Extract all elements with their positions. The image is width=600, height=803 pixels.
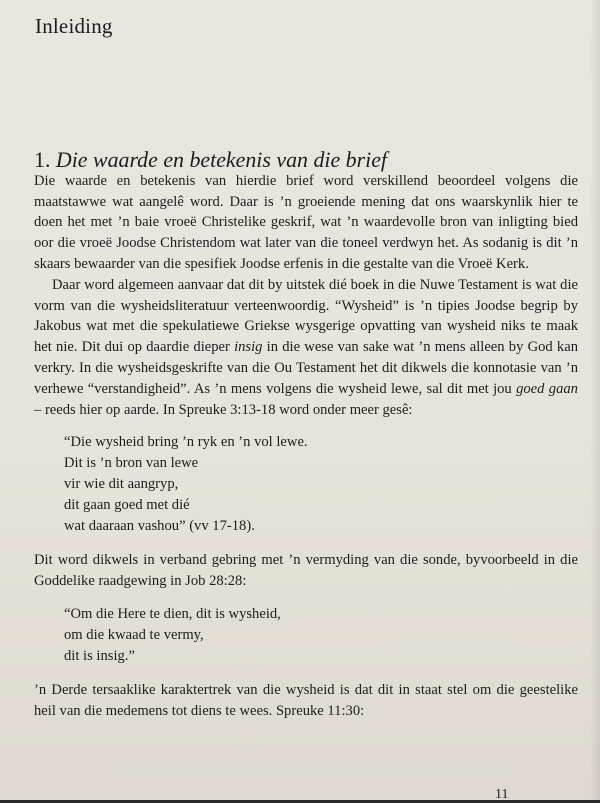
quote-spreuke-3 <box>64 432 578 536</box>
page-number: 11 <box>495 787 509 802</box>
paragraph-2-emphasis-goed-gaan: goed gaan <box>516 380 578 397</box>
quote-line: dit gaan goed met dié <box>64 496 190 513</box>
section-title-text: Die waarde en betekenis van die brief <box>55 147 388 172</box>
section-number: 1. <box>34 147 51 172</box>
quote-line: dit is insig.” <box>64 647 135 664</box>
section-title <box>34 147 578 172</box>
chapter-heading: Inleiding <box>35 14 113 38</box>
paragraph-2 <box>34 275 578 421</box>
paragraph-2-emphasis-insig: insig <box>234 339 263 356</box>
quote-line: Dit is ’n bron van lewe <box>64 455 199 472</box>
paragraph-3: Dit word dikwels in verband gebring met ’n vermyding van die sonde, byvoorbeeld in die Goddelike raadgewing in Job 28:28: <box>34 552 578 590</box>
quote-line: om die kwaad te vermy, <box>64 626 204 643</box>
paragraph-2-part-c: – reeds hier op aarde. In Spreuke 3:13-18 word onder meer gesê: <box>34 401 413 418</box>
quote-line: “Die wysheid bring ’n ryk en ’n vol lewe. <box>64 434 308 451</box>
paragraph-4: ’n Derde tersaaklike karaktertrek van die wysheid is dat dit in staat stel om die geestelike heil van die medemens tot diens te wees. Spreuke 11:30: <box>34 682 578 720</box>
quote-line: wat daaraan vashou” (vv 17-18). <box>64 517 255 534</box>
quote-line: vir wie dit aangryp, <box>64 475 179 492</box>
paragraph-1: Die waarde en betekenis van hierdie brief word verskillend beoordeel volgens die maatstawwe wat aangelê word. Daar is ’n groeiende mening dat ons waarskynlik hier te doen het met ’n baie vroeë Christelike geskrif, wat ’n waardevolle bron van inligting bied oor die vroeë Joodse Christendom wat later van die toneel verdwyn het. As sodanig is dit ’n skaars bewaarder van die spesifiek Joodse erfenis in die gestalte van die Vroeë Kerk. <box>34 172 578 272</box>
paragraph-2-part-a: Daar word algemeen aanvaar dat dit by uitstek dié boek in die Nuwe Testament is wat die vorm van die wysheidsliteratuur verteenwoordig. “Wysheid” is ’n tipies Joodse begrip by Jakobus wat met die spekulatiewe Griekse wysgerige opvatting van wysheid niks te maak het nie. Dit dui op daardie dieper <box>34 276 578 356</box>
quote-line: “Om die Here te dien, dit is wysheid, <box>64 605 281 622</box>
quote-job-28 <box>64 604 578 666</box>
page-content <box>34 147 579 722</box>
paragraph-2-part-b: in die wese van sake wat ’n mens alleen by God kan verkry. In die wysheidsgeskrifte van die Ou Testament het dit dikwels die konnotasie van ’n verhewe “verstandigheid”. As ’n mens volgens die wysheid lewe, sal dit met jou <box>34 339 579 397</box>
